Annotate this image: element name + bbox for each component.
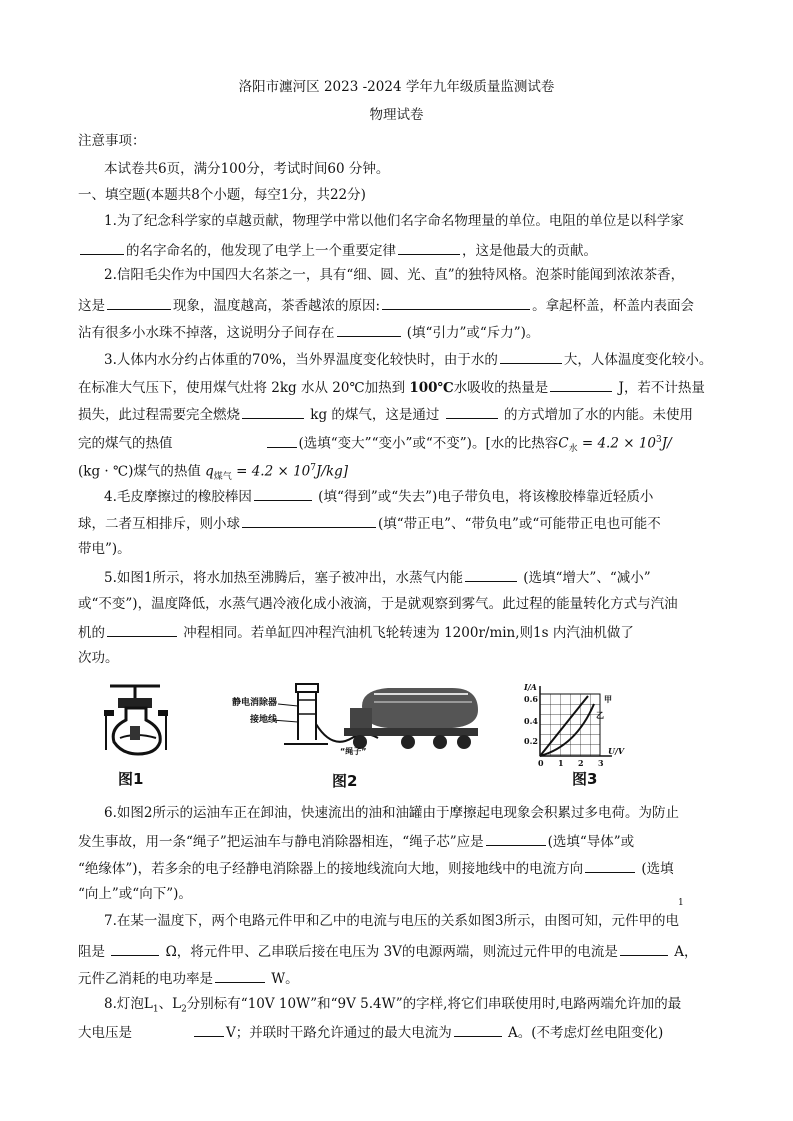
q2-line1: 2.信阳毛尖作为中国四大名茶之一，具有“细、圆、光、直”的独特风格。泡茶时能闻到浓浓茶香， [104, 267, 685, 283]
q3-line2 [78, 377, 705, 397]
figures-row [100, 680, 660, 790]
iu-series-yi: 乙 [596, 710, 604, 720]
q8-text: 2 [181, 1004, 187, 1015]
q2-text: 沾有很多小水珠不掉落，这说明分子间存在 [78, 325, 335, 341]
figure1-caption: 图1 [118, 770, 144, 788]
q8-text: A。(不考虑灯丝电阻变化) [503, 1025, 664, 1041]
q3-math: 3 [656, 435, 662, 445]
answer-blank[interactable] [194, 1022, 224, 1037]
q1-line1: 1.为了纪念科学家的卓越贡献，物理学中常以他们名字命名物理量的单位。电阻的单位是以科学家 [104, 213, 684, 229]
q8-line1 [104, 995, 681, 1019]
figure2-caption: 图2 [332, 772, 358, 790]
q4-text: (填“带正电”、“带负电”或“可能带正电也可能不 [378, 516, 661, 532]
q3-text: (kg · ℃)煤气的热值 [78, 463, 201, 480]
q5-line3 [78, 622, 634, 642]
q3-text: 完的煤气的热值 [78, 435, 173, 452]
answer-blank[interactable] [620, 941, 668, 956]
q7-text: Ω，将元件甲、乙串联后接在电压为 3V的电源两端，则流过元件甲的电流是 [161, 944, 618, 960]
ground-wire-label: 接地线 [250, 715, 278, 725]
q3-text: 大，人体温度变化较小。 [563, 352, 713, 368]
answer-blank[interactable] [242, 513, 376, 528]
q1-line2 [78, 240, 597, 260]
q4-line2 [78, 513, 661, 533]
q2-text: 这是 [78, 298, 105, 314]
q6-text: (选填 [637, 861, 674, 877]
q4-text: 4.毛皮摩擦过的橡胶棒因 [104, 489, 252, 505]
q8-text: 分别标有“10V 10W”和“9V 5.4W”的字样,将它们串联使用时,电路两端允许加的最 [186, 996, 682, 1012]
answer-blank[interactable] [111, 941, 159, 956]
q7-text: 阻是 [78, 944, 105, 960]
answer-blank[interactable] [454, 1022, 502, 1037]
answer-blank[interactable] [398, 240, 460, 255]
q3-math: = 4.2 × 10 [577, 435, 657, 452]
q8-text: 大电压是 [78, 1025, 132, 1041]
answer-blank[interactable] [446, 404, 498, 419]
answer-blank[interactable] [267, 433, 297, 448]
q7-text: 元件乙消耗的电功率是 [78, 971, 213, 987]
q6-line3 [78, 858, 674, 878]
q8-text: V；并联时干路允许通过的最大电流为 [226, 1025, 452, 1041]
q4-line1 [104, 486, 653, 506]
eliminator-label: 静电消除器 [232, 698, 278, 708]
q7-line3 [78, 968, 299, 988]
q6-line4: “向上”或“向下”)。 [78, 886, 192, 902]
q3-math: q [205, 463, 214, 480]
answer-blank[interactable] [254, 486, 312, 501]
q4-line3: 带电”)。 [78, 541, 131, 557]
q3-math: C [558, 435, 569, 452]
q3-text: kg 的煤气，这是通过 [306, 407, 440, 423]
q5-line2: 或“不变”)，温度降低，水蒸气遇冷液化成小液滴，于是就观察到雾气。此过程的能量转化方式与汽油 [78, 596, 678, 612]
q5-line1 [104, 567, 651, 587]
exam-title: 洛阳市瀍河区 2023 -2024 学年九年级质量监测试卷 [238, 79, 555, 95]
iu-x-axis-label: U/V [608, 746, 625, 756]
q3-math: 7 [310, 463, 316, 473]
q5-text: 5.如图1所示，将水加热至沸腾后，塞子被冲出，水蒸气内能 [104, 570, 463, 586]
iu-y-axis-label: I/A [524, 682, 537, 692]
q4-text: 球，二者互相排斥，则小球 [78, 516, 240, 532]
answer-blank[interactable] [500, 349, 562, 364]
q8-line2 [78, 1022, 663, 1042]
q2-text: 。拿起杯盖，杯盖内表面会 [532, 298, 695, 314]
q3-math: J/kg] [315, 463, 349, 480]
q2-text: 现象，温度越高，茶香越浓的原因: [173, 298, 381, 314]
exam-subtitle: 物理试卷 [369, 107, 424, 123]
rope-label: “绳子” [340, 747, 367, 756]
q1-text: ，这是他最大的贡献。 [462, 243, 597, 259]
q6-line2 [78, 831, 634, 851]
iu-series-jia: 甲 [604, 694, 612, 704]
iu-x-tick: 1 [558, 758, 564, 768]
iu-y-tick: 0.4 [524, 716, 538, 726]
q4-text: (填“得到”或“失去”)电子带负电，将该橡胶棒靠近轻质小 [313, 489, 654, 505]
q7-line1: 7.在某一温度下，两个电路元件甲和乙中的电流与电压的关系如图3所示，由图可知，元件甲的电 [104, 913, 679, 929]
section-heading: 一、填空题(本题共8个小题，每空1分，共22分) [78, 187, 366, 203]
iu-x-tick: 3 [598, 758, 604, 768]
q7-text: W。 [267, 971, 299, 987]
q3-line4 [78, 431, 672, 458]
q5-text: (选填“增大”、“减小” [518, 570, 651, 586]
q3-math: 水 [568, 444, 578, 455]
q3-math: 煤气 [213, 472, 232, 483]
answer-blank[interactable] [337, 322, 401, 337]
q3-text: 水吸收的热量是 [453, 380, 549, 396]
q7-text: A， [669, 944, 698, 960]
answer-blank[interactable] [107, 622, 177, 637]
page-number: 1 [678, 898, 684, 908]
iu-y-tick: 0.6 [524, 694, 538, 704]
q2-text: (填“引力”或“斥力”)。 [402, 325, 540, 341]
q6-text: “绝缘体”)，若多余的电子经静电消除器上的接地线流向大地，则接地线中的电流方向 [78, 861, 584, 877]
answer-blank[interactable] [80, 240, 124, 255]
q5-line4: 次功。 [78, 650, 119, 666]
flask-heating-figure [100, 680, 180, 758]
q6-line1: 6.如图2所示的运油车正在卸油，快速流出的油和油罐由于摩擦起电现象会积累过多电荷。为防止 [104, 805, 679, 821]
notes-heading: 注意事项： [78, 133, 146, 149]
answer-blank[interactable] [465, 567, 517, 582]
q3-text: J，若不计热量 [614, 380, 705, 396]
q3-text: 损失，此过程需要完全燃烧 [78, 407, 240, 423]
q6-text: (选填“导体”或 [547, 834, 635, 850]
q8-text: 8.灯泡L [104, 996, 153, 1012]
q8-text: 、L [158, 996, 182, 1012]
answer-blank[interactable] [215, 968, 265, 983]
answer-blank[interactable] [486, 831, 546, 846]
answer-blank[interactable] [107, 295, 171, 310]
q3-text: 的方式增加了水的内能。未使用 [499, 407, 693, 423]
q3-math: J/ [661, 435, 672, 452]
q3-text: 在标准大气压下，使用煤气灶将 2kg 水从 20℃加热到 [78, 380, 406, 396]
answer-blank[interactable] [242, 404, 304, 419]
notes-line: 本试卷共6页，满分100分，考试时间60 分钟。 [104, 161, 390, 177]
iu-y-tick: 0.2 [524, 736, 538, 746]
q3-line5 [78, 459, 348, 486]
figure3-caption: 图3 [572, 770, 598, 788]
answer-blank[interactable] [585, 858, 635, 873]
iu-x-tick: 2 [578, 758, 584, 768]
q5-text: 冲程相同。若单缸四冲程汽油机飞轮转速为 1200r/min,则1s 内汽油机做了 [179, 625, 634, 641]
q3-text: 3.人体内水分约占体重的70%，当外界温度变化较快时，由于水的 [104, 352, 498, 368]
answer-blank[interactable] [382, 295, 530, 310]
q8-text: 1 [152, 1004, 159, 1015]
q2-line2 [78, 295, 694, 315]
q3-text: (选填“变大”“变小”或“不变”)。[水的比热容 [298, 435, 559, 452]
iu-x-tick: 0 [538, 758, 544, 768]
q5-text: 机的 [78, 625, 105, 641]
q3-line1 [104, 349, 712, 369]
q3-line3 [78, 404, 693, 424]
q3-temp: 100℃ [409, 380, 454, 396]
q1-text: 的名字命名的，他发现了电学上一个重要定律 [126, 243, 396, 259]
q6-text: 发生事故，用一条“绳子”把运油车与静电消除器相连，“绳子芯”应是 [78, 834, 484, 850]
q2-line3 [78, 322, 539, 342]
q7-line2 [78, 941, 697, 961]
answer-blank[interactable] [550, 377, 612, 392]
q3-math: = 4.2 × 10 [231, 463, 311, 480]
